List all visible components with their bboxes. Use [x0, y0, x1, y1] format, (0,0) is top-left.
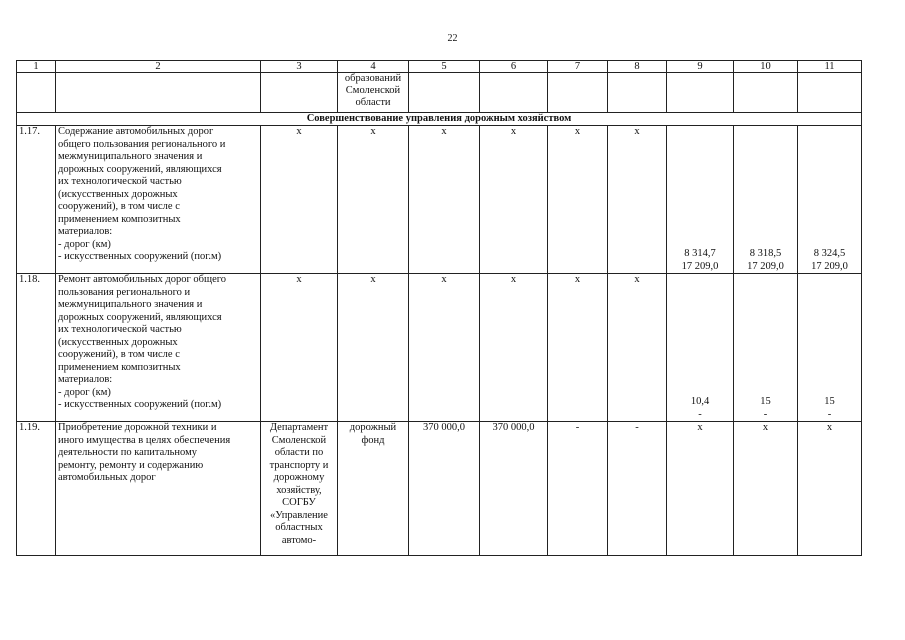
- cell-col7: -: [548, 422, 608, 556]
- column-number: 9: [667, 61, 734, 73]
- section-title: Совершенствование управления дорожным хозяйством: [17, 113, 862, 126]
- table-row: [17, 422, 862, 556]
- column-number: 6: [480, 61, 548, 73]
- row-description: Содержание автомобильных дорог общего пользования регионального и межмуниципального значения и дорожных сооружений, являющихся их технологической частью (искусственных дорожных сооружений), в том числе с применением композитных материалов: - дорог (км) - искусственных сооружений (пог.м): [56, 126, 261, 274]
- cell-col5: 370 000,0: [409, 422, 480, 556]
- cell-col11: х: [798, 422, 862, 556]
- table-row: [17, 274, 862, 422]
- column-number: 4: [338, 61, 409, 73]
- cell-col3: Департамент Смоленской области по транспорту и дорожному хозяйству, СОГБУ «Управление областных автомо-: [261, 422, 338, 556]
- cell-col3: х: [261, 126, 338, 274]
- table-row: [17, 126, 862, 274]
- cell-col4: х: [338, 274, 409, 422]
- cell-col7: х: [548, 274, 608, 422]
- row-id: 1.19.: [17, 422, 56, 556]
- continuation-cell: образований Смоленской области: [338, 73, 409, 113]
- cell-col8: -: [608, 422, 667, 556]
- column-number: 5: [409, 61, 480, 73]
- cell-col9: х: [667, 422, 734, 556]
- column-number: 10: [734, 61, 798, 73]
- cell-col11: 8 324,5 17 209,0: [798, 126, 862, 274]
- column-number-row: [17, 61, 862, 73]
- cell-col9: 10,4 -: [667, 274, 734, 422]
- row-description: Ремонт автомобильных дорог общего пользования регионального и межмуниципального значения и дорожных сооружений, являющихся их технологической частью (искусственных дорожных сооружений), в том числе с применением композитных материалов: - дорог (км) - искусственных сооружений (пог.м): [56, 274, 261, 422]
- cell-col6: х: [480, 274, 548, 422]
- cell-col10: 15 -: [734, 274, 798, 422]
- cell-col8: х: [608, 126, 667, 274]
- continuation-row: [17, 73, 862, 113]
- row-id: 1.18.: [17, 274, 56, 422]
- program-table: [16, 60, 862, 556]
- cell-col10: х: [734, 422, 798, 556]
- cell-col5: х: [409, 126, 480, 274]
- column-number: 2: [56, 61, 261, 73]
- cell-col4: х: [338, 126, 409, 274]
- cell-col3: х: [261, 274, 338, 422]
- cell-col4: дорожный фонд: [338, 422, 409, 556]
- row-description: Приобретение дорожной техники и иного имущества в целях обеспечения деятельности по капитальному ремонту, ремонту и содержанию автомобильных дорог: [56, 422, 261, 556]
- cell-col8: х: [608, 274, 667, 422]
- cell-col7: х: [548, 126, 608, 274]
- cell-col11: 15 -: [798, 274, 862, 422]
- section-title-row: [17, 113, 862, 126]
- column-number: 1: [17, 61, 56, 73]
- row-id: 1.17.: [17, 126, 56, 274]
- column-number: 11: [798, 61, 862, 73]
- cell-col6: 370 000,0: [480, 422, 548, 556]
- cell-col10: 8 318,5 17 209,0: [734, 126, 798, 274]
- page-number: 22: [447, 33, 458, 44]
- cell-col9: 8 314,7 17 209,0: [667, 126, 734, 274]
- column-number: 7: [548, 61, 608, 73]
- column-number: 8: [608, 61, 667, 73]
- column-number: 3: [261, 61, 338, 73]
- cell-col6: х: [480, 126, 548, 274]
- cell-col5: х: [409, 274, 480, 422]
